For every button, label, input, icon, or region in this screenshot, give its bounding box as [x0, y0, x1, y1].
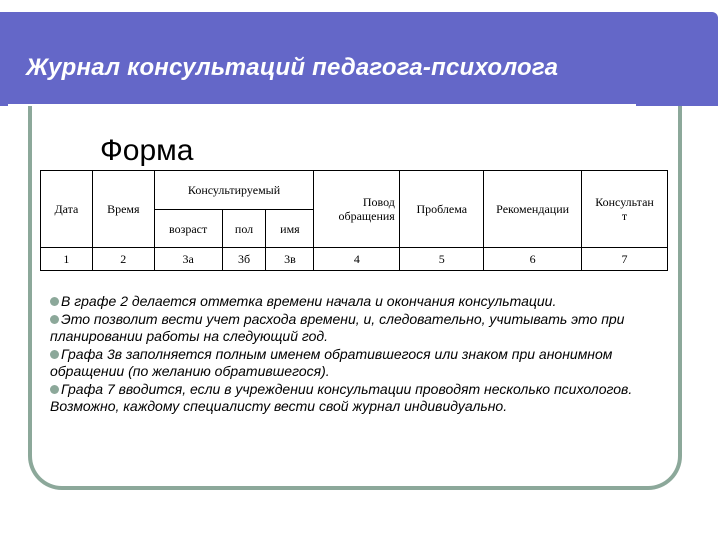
- header-consultant: [582, 171, 668, 248]
- col-number: 5: [400, 248, 484, 271]
- bullet-list: [50, 293, 660, 416]
- bullet-text: Графа 7 вводится, если в учреждении консультации проводят несколько психологов. Возможно, каждому специалисту вести свой журнал индивидуально.: [50, 381, 633, 414]
- header-date: Дата: [41, 171, 93, 248]
- bullet-icon: [50, 297, 59, 306]
- header-consultant-text: Консультант: [595, 195, 654, 223]
- bullet-text: Это позволит вести учет расхода времени, и, следовательно, учитывать это при планировании работы на следующий год.: [50, 311, 625, 344]
- header-time: Время: [92, 171, 154, 248]
- header-consulted: Консультируемый: [154, 171, 314, 210]
- header-recommendations: Рекомендации: [484, 171, 582, 248]
- bullet-text: Графа 3в заполняется полным именем обратившегося или знаком при анонимном обращении (по желанию обратившегося).: [50, 346, 613, 379]
- bullet-item: [50, 381, 660, 415]
- title-bar: [0, 12, 718, 106]
- col-number: 3в: [266, 248, 314, 271]
- header-age: возраст: [154, 210, 222, 248]
- journal-table: [40, 170, 668, 271]
- col-number: 1: [41, 248, 93, 271]
- col-number: 3б: [222, 248, 266, 271]
- col-number: 6: [484, 248, 582, 271]
- bullet-item: [50, 346, 660, 380]
- col-number: 7: [582, 248, 668, 271]
- header-reason: [314, 171, 400, 248]
- bullet-item: [50, 293, 660, 310]
- number-row: [41, 248, 668, 271]
- bullet-icon: [50, 315, 59, 324]
- header-name: имя: [266, 210, 314, 248]
- form-label: Форма: [100, 134, 194, 167]
- header-sex: пол: [222, 210, 266, 248]
- bullet-item: [50, 311, 660, 345]
- header-row: [41, 171, 668, 210]
- header-problem: Проблема: [400, 171, 484, 248]
- bullet-icon: [50, 350, 59, 359]
- slide-title: Журнал консультаций педагога-психолога: [26, 54, 559, 81]
- bullet-icon: [50, 385, 59, 394]
- bullet-text: В графе 2 делается отметка времени начала и окончания консультации.: [61, 293, 557, 309]
- col-number: 4: [314, 248, 400, 271]
- col-number: 3а: [154, 248, 222, 271]
- header-reason-text: Повод обращения: [338, 195, 395, 223]
- col-number: 2: [92, 248, 154, 271]
